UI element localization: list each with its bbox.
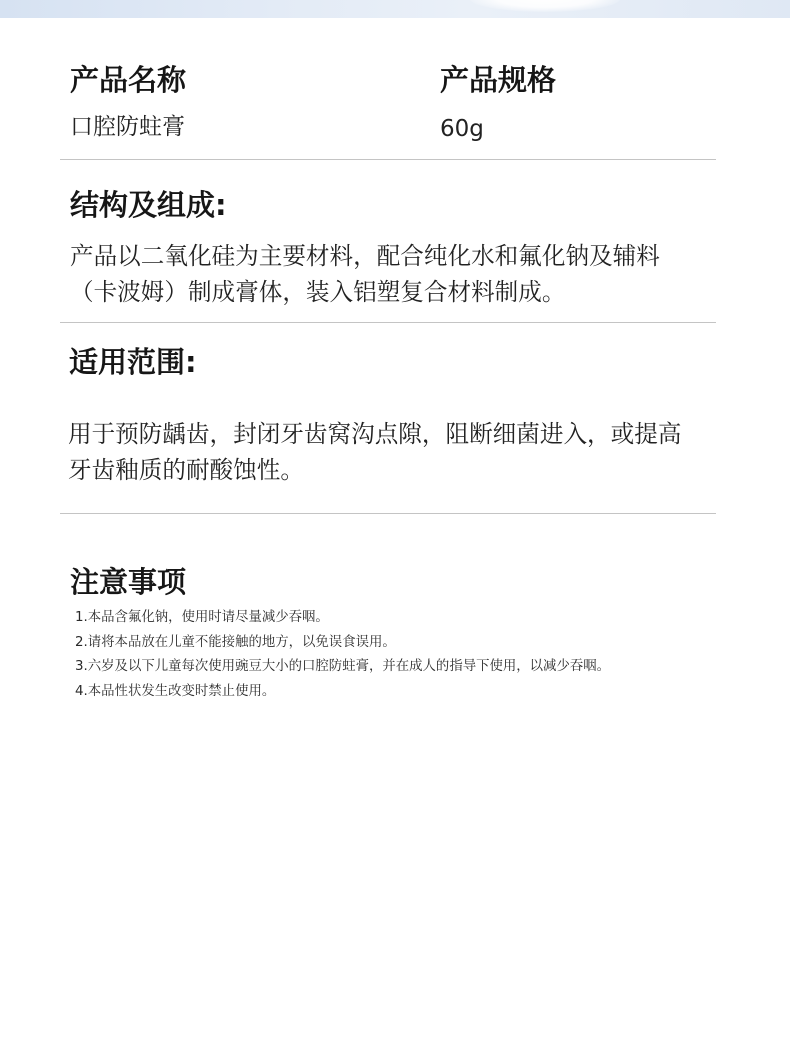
precautions-heading: 注意事项 bbox=[70, 565, 187, 599]
precaution-item: 1.本品含氟化钠，使用时请尽量减少吞咽。 bbox=[75, 610, 329, 625]
scope-line: 用于预防龋齿，封闭牙齿窝沟点隙，阻断细菌进入，或提高 bbox=[68, 420, 682, 448]
scope-heading: 适用范围: bbox=[69, 345, 197, 379]
top-band-highlight bbox=[470, 0, 620, 12]
composition-heading: 结构及组成: bbox=[70, 188, 227, 222]
composition-paragraph bbox=[70, 238, 660, 310]
product-name-label: 产品名称 bbox=[70, 63, 187, 97]
section-divider bbox=[60, 322, 716, 323]
composition-line: （卡波姆）制成膏体，装入铝塑复合材料制成。 bbox=[70, 278, 566, 306]
section-divider bbox=[60, 159, 716, 160]
product-spec-value: 60g bbox=[440, 116, 484, 142]
composition-line: 产品以二氧化硅为主要材料，配合纯化水和氟化钠及辅料 bbox=[70, 242, 660, 270]
product-spec-label: 产品规格 bbox=[440, 63, 557, 97]
section-divider bbox=[60, 513, 716, 514]
precaution-item: 4.本品性状发生改变时禁止使用。 bbox=[75, 684, 276, 700]
top-decorative-band bbox=[0, 0, 790, 18]
precautions-list bbox=[75, 606, 610, 705]
precaution-item: 3.六岁及以下儿童每次使用豌豆大小的口腔防蛀膏，并在成人的指导下使用，以减少吞咽。 bbox=[75, 659, 611, 675]
scope-line: 牙齿釉质的耐酸蚀性。 bbox=[68, 456, 304, 484]
product-name-value: 口腔防蛀膏 bbox=[70, 114, 185, 140]
precaution-item: 2.请将本品放在儿童不能接触的地方，以免误食误用。 bbox=[75, 634, 396, 650]
scope-paragraph bbox=[68, 416, 681, 488]
